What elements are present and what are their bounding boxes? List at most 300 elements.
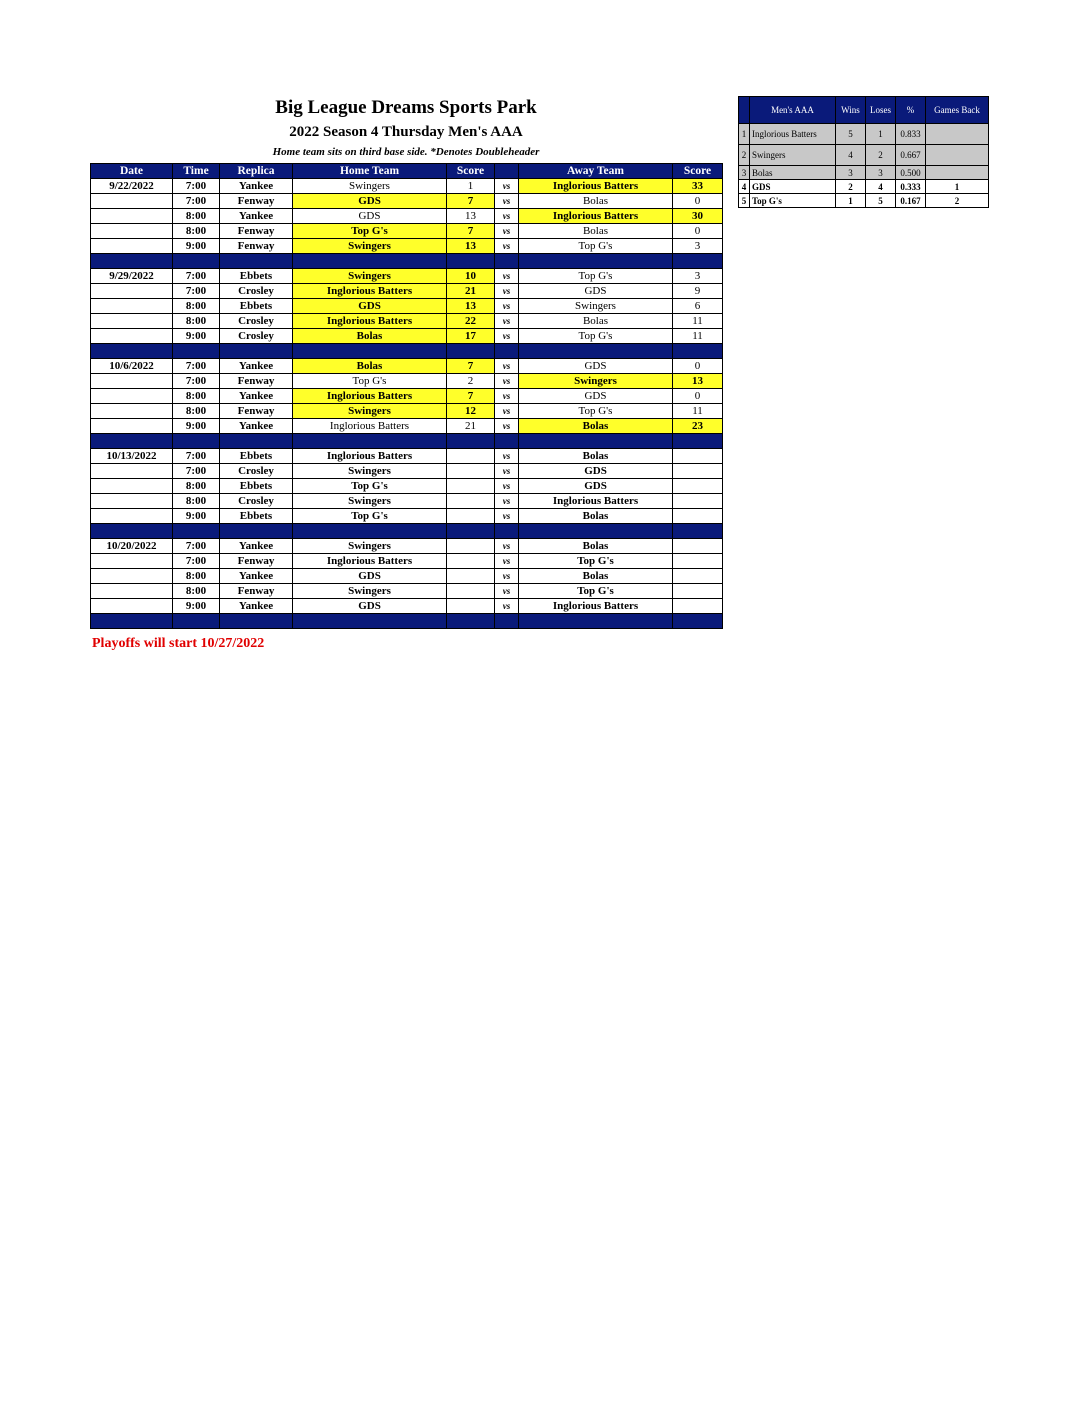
away-team: Bolas: [519, 509, 673, 524]
home-score: [447, 554, 495, 569]
separator-cell: [447, 524, 495, 539]
page-title: Big League Dreams Sports Park: [275, 97, 537, 118]
standings-header-row: [739, 97, 989, 124]
game-field: Crosley: [220, 314, 293, 329]
column-header: Score: [673, 164, 723, 179]
away-team: GDS: [519, 284, 673, 299]
game-row: [91, 194, 723, 209]
away-team: Bolas: [519, 449, 673, 464]
away-score: 0: [673, 194, 723, 209]
standings-column-header: %: [896, 97, 926, 124]
away-score: 23: [673, 419, 723, 434]
standings-wins: 2: [836, 180, 866, 194]
separator-cell: [673, 434, 723, 449]
away-team: Swingers: [519, 299, 673, 314]
game-date: [91, 554, 173, 569]
schedule-table: [90, 163, 723, 629]
vs-label: vs: [495, 464, 519, 479]
game-row: [91, 449, 723, 464]
away-score: [673, 569, 723, 584]
standings-rank: 1: [739, 124, 750, 145]
home-score: [447, 479, 495, 494]
game-row: [91, 404, 723, 419]
game-time: 7:00: [173, 359, 220, 374]
standings-column-header: Loses: [866, 97, 896, 124]
schedule-note: Home team sits on third base side. *Denotes Doubleheader: [272, 146, 540, 158]
away-score: 3: [673, 239, 723, 254]
game-date: [91, 599, 173, 614]
separator-cell: [673, 614, 723, 629]
away-score: [673, 464, 723, 479]
game-row: [91, 539, 723, 554]
separator-cell: [173, 614, 220, 629]
separator-cell: [495, 254, 519, 269]
vs-label: vs: [495, 569, 519, 584]
away-score: [673, 554, 723, 569]
game-time: 9:00: [173, 419, 220, 434]
game-date: [91, 209, 173, 224]
game-row: [91, 224, 723, 239]
vs-label: vs: [495, 479, 519, 494]
home-team: Bolas: [293, 329, 447, 344]
game-field: Crosley: [220, 464, 293, 479]
standings-team: GDS: [750, 180, 836, 194]
separator-cell: [495, 344, 519, 359]
game-time: 7:00: [173, 269, 220, 284]
standings-column-header: Wins: [836, 97, 866, 124]
game-date: [91, 569, 173, 584]
away-score: [673, 599, 723, 614]
game-field: Yankee: [220, 599, 293, 614]
away-team: Top G's: [519, 269, 673, 284]
game-field: Fenway: [220, 194, 293, 209]
standings-column-header: Games Back: [926, 97, 989, 124]
standings-rank: 5: [739, 194, 750, 208]
game-row: [91, 284, 723, 299]
game-row: [91, 389, 723, 404]
standings-rank: 3: [739, 166, 750, 180]
away-team: Bolas: [519, 314, 673, 329]
home-team: Inglorious Batters: [293, 449, 447, 464]
game-row: [91, 314, 723, 329]
separator-cell: [293, 524, 447, 539]
separator-cell: [173, 434, 220, 449]
game-row: [91, 239, 723, 254]
separator-cell: [173, 254, 220, 269]
game-date: [91, 509, 173, 524]
separator-cell: [293, 434, 447, 449]
home-team: Swingers: [293, 494, 447, 509]
vs-label: vs: [495, 209, 519, 224]
standings-row: [739, 194, 989, 208]
home-team: GDS: [293, 209, 447, 224]
standings-column-header: Men's AAA: [750, 97, 836, 124]
home-score: [447, 494, 495, 509]
separator-cell: [447, 254, 495, 269]
game-time: 9:00: [173, 509, 220, 524]
vs-label: vs: [495, 269, 519, 284]
separator-cell: [173, 344, 220, 359]
home-score: 22: [447, 314, 495, 329]
game-field: Crosley: [220, 494, 293, 509]
separator-cell: [220, 344, 293, 359]
standings-loses: 2: [866, 145, 896, 166]
week-separator: [91, 254, 723, 269]
separator-cell: [91, 614, 173, 629]
game-date: 9/29/2022: [91, 269, 173, 284]
game-time: 7:00: [173, 539, 220, 554]
game-row: [91, 494, 723, 509]
separator-cell: [673, 254, 723, 269]
game-row: [91, 299, 723, 314]
game-date: 10/6/2022: [91, 359, 173, 374]
game-field: Yankee: [220, 539, 293, 554]
separator-cell: [173, 524, 220, 539]
away-score: 11: [673, 404, 723, 419]
home-score: 13: [447, 239, 495, 254]
home-team: GDS: [293, 599, 447, 614]
separator-cell: [673, 524, 723, 539]
away-team: Bolas: [519, 419, 673, 434]
home-score: 1: [447, 179, 495, 194]
rank-header: [739, 97, 750, 124]
game-field: Yankee: [220, 359, 293, 374]
column-header: Date: [91, 164, 173, 179]
home-score: [447, 449, 495, 464]
home-team: Inglorious Batters: [293, 284, 447, 299]
separator-cell: [519, 344, 673, 359]
separator-cell: [91, 254, 173, 269]
home-team: Top G's: [293, 479, 447, 494]
vs-label: vs: [495, 494, 519, 509]
standings-row: [739, 180, 989, 194]
home-team: Swingers: [293, 584, 447, 599]
home-score: 21: [447, 419, 495, 434]
game-date: 10/20/2022: [91, 539, 173, 554]
standings-team: Swingers: [750, 145, 836, 166]
separator-cell: [519, 434, 673, 449]
home-score: 21: [447, 284, 495, 299]
away-score: 30: [673, 209, 723, 224]
home-team: Bolas: [293, 359, 447, 374]
standings-games-back: 1: [926, 180, 989, 194]
home-score: 7: [447, 389, 495, 404]
standings-pct: 0.167: [896, 194, 926, 208]
game-time: 8:00: [173, 299, 220, 314]
separator-cell: [293, 614, 447, 629]
game-field: Fenway: [220, 554, 293, 569]
home-score: 7: [447, 194, 495, 209]
away-team: Inglorious Batters: [519, 494, 673, 509]
game-row: [91, 209, 723, 224]
game-time: 7:00: [173, 449, 220, 464]
home-team: Inglorious Batters: [293, 554, 447, 569]
home-score: 12: [447, 404, 495, 419]
game-row: [91, 374, 723, 389]
home-team: Swingers: [293, 179, 447, 194]
standings-loses: 4: [866, 180, 896, 194]
vs-label: vs: [495, 449, 519, 464]
game-time: 8:00: [173, 389, 220, 404]
game-field: Yankee: [220, 209, 293, 224]
game-time: 9:00: [173, 599, 220, 614]
home-score: 10: [447, 269, 495, 284]
game-field: Ebbets: [220, 299, 293, 314]
game-date: [91, 389, 173, 404]
game-date: [91, 194, 173, 209]
week-separator: [91, 344, 723, 359]
standings-loses: 5: [866, 194, 896, 208]
separator-cell: [220, 524, 293, 539]
standings-team: Bolas: [750, 166, 836, 180]
standings-row: [739, 145, 989, 166]
home-score: 7: [447, 224, 495, 239]
schedule-header-row: [91, 164, 723, 179]
game-time: 8:00: [173, 479, 220, 494]
game-date: [91, 284, 173, 299]
standings-wins: 5: [836, 124, 866, 145]
game-row: [91, 179, 723, 194]
game-time: 8:00: [173, 404, 220, 419]
game-time: 7:00: [173, 374, 220, 389]
home-team: Swingers: [293, 404, 447, 419]
away-score: 11: [673, 314, 723, 329]
week-separator: [91, 434, 723, 449]
away-team: GDS: [519, 389, 673, 404]
separator-cell: [519, 614, 673, 629]
away-score: [673, 479, 723, 494]
game-field: Ebbets: [220, 269, 293, 284]
home-score: [447, 539, 495, 554]
away-score: 0: [673, 224, 723, 239]
vs-label: vs: [495, 554, 519, 569]
away-team: GDS: [519, 479, 673, 494]
home-score: [447, 584, 495, 599]
away-team: GDS: [519, 359, 673, 374]
game-row: [91, 554, 723, 569]
standings-pct: 0.333: [896, 180, 926, 194]
separator-cell: [220, 254, 293, 269]
separator-cell: [495, 524, 519, 539]
game-date: [91, 314, 173, 329]
standings-wins: 3: [836, 166, 866, 180]
away-team: Bolas: [519, 569, 673, 584]
separator-cell: [91, 434, 173, 449]
game-field: Fenway: [220, 224, 293, 239]
home-score: 13: [447, 299, 495, 314]
game-time: 7:00: [173, 554, 220, 569]
away-team: Bolas: [519, 224, 673, 239]
game-row: [91, 464, 723, 479]
away-score: [673, 494, 723, 509]
vs-label: vs: [495, 224, 519, 239]
game-field: Crosley: [220, 284, 293, 299]
standings-loses: 1: [866, 124, 896, 145]
game-date: [91, 494, 173, 509]
vs-label: vs: [495, 374, 519, 389]
away-team: Top G's: [519, 584, 673, 599]
separator-cell: [673, 344, 723, 359]
standings-rank: 4: [739, 180, 750, 194]
home-team: Top G's: [293, 509, 447, 524]
game-time: 8:00: [173, 584, 220, 599]
game-time: 8:00: [173, 209, 220, 224]
home-team: Inglorious Batters: [293, 419, 447, 434]
standings-wins: 1: [836, 194, 866, 208]
separator-cell: [220, 434, 293, 449]
home-score: [447, 464, 495, 479]
home-team: Top G's: [293, 224, 447, 239]
game-row: [91, 569, 723, 584]
home-team: Swingers: [293, 269, 447, 284]
away-team: Swingers: [519, 374, 673, 389]
column-header: Score: [447, 164, 495, 179]
away-score: 33: [673, 179, 723, 194]
column-header: Time: [173, 164, 220, 179]
away-team: GDS: [519, 464, 673, 479]
standings-loses: 3: [866, 166, 896, 180]
game-date: [91, 224, 173, 239]
separator-cell: [519, 524, 673, 539]
home-team: Inglorious Batters: [293, 389, 447, 404]
separator-cell: [447, 434, 495, 449]
away-team: Top G's: [519, 239, 673, 254]
away-team: Bolas: [519, 194, 673, 209]
game-time: 8:00: [173, 494, 220, 509]
game-date: [91, 479, 173, 494]
game-date: 9/22/2022: [91, 179, 173, 194]
vs-label: vs: [495, 194, 519, 209]
column-header: Home Team: [293, 164, 447, 179]
vs-label: vs: [495, 509, 519, 524]
standings-team: Inglorious Batters: [750, 124, 836, 145]
away-team: Bolas: [519, 539, 673, 554]
standings-games-back: [926, 166, 989, 180]
away-team: Top G's: [519, 329, 673, 344]
separator-cell: [293, 254, 447, 269]
column-header: [495, 164, 519, 179]
game-row: [91, 509, 723, 524]
home-team: Swingers: [293, 464, 447, 479]
vs-label: vs: [495, 299, 519, 314]
away-score: 9: [673, 284, 723, 299]
standings-row: [739, 124, 989, 145]
away-team: Inglorious Batters: [519, 179, 673, 194]
game-date: [91, 299, 173, 314]
away-score: 11: [673, 329, 723, 344]
game-row: [91, 359, 723, 374]
vs-label: vs: [495, 359, 519, 374]
standings-games-back: 2: [926, 194, 989, 208]
column-header: Away Team: [519, 164, 673, 179]
game-time: 7:00: [173, 284, 220, 299]
week-separator: [91, 524, 723, 539]
home-team: GDS: [293, 194, 447, 209]
game-date: [91, 464, 173, 479]
away-score: 13: [673, 374, 723, 389]
game-date: [91, 239, 173, 254]
away-score: [673, 449, 723, 464]
game-date: 10/13/2022: [91, 449, 173, 464]
game-time: 8:00: [173, 314, 220, 329]
vs-label: vs: [495, 584, 519, 599]
away-team: Top G's: [519, 404, 673, 419]
page-subtitle: 2022 Season 4 Thursday Men's AAA: [289, 124, 523, 140]
away-team: Top G's: [519, 554, 673, 569]
separator-cell: [91, 344, 173, 359]
game-time: 7:00: [173, 464, 220, 479]
home-score: 2: [447, 374, 495, 389]
separator-cell: [519, 254, 673, 269]
game-field: Yankee: [220, 419, 293, 434]
home-team: GDS: [293, 299, 447, 314]
standings-table: [738, 96, 989, 208]
game-field: Yankee: [220, 179, 293, 194]
away-score: 0: [673, 359, 723, 374]
game-field: Yankee: [220, 389, 293, 404]
game-field: Ebbets: [220, 479, 293, 494]
home-score: [447, 599, 495, 614]
game-date: [91, 329, 173, 344]
home-score: 7: [447, 359, 495, 374]
separator-cell: [495, 614, 519, 629]
game-field: Fenway: [220, 239, 293, 254]
game-row: [91, 599, 723, 614]
separator-cell: [293, 344, 447, 359]
separator-cell: [220, 614, 293, 629]
home-team: Swingers: [293, 539, 447, 554]
game-date: [91, 374, 173, 389]
game-row: [91, 584, 723, 599]
game-date: [91, 584, 173, 599]
away-score: 3: [673, 269, 723, 284]
home-score: [447, 569, 495, 584]
game-field: Yankee: [220, 569, 293, 584]
vs-label: vs: [495, 404, 519, 419]
vs-label: vs: [495, 329, 519, 344]
separator-cell: [447, 344, 495, 359]
home-score: 13: [447, 209, 495, 224]
home-team: Swingers: [293, 239, 447, 254]
away-score: 6: [673, 299, 723, 314]
game-field: Ebbets: [220, 449, 293, 464]
home-score: [447, 509, 495, 524]
game-time: 8:00: [173, 224, 220, 239]
home-score: 17: [447, 329, 495, 344]
vs-label: vs: [495, 314, 519, 329]
vs-label: vs: [495, 599, 519, 614]
vs-label: vs: [495, 284, 519, 299]
game-time: 9:00: [173, 329, 220, 344]
column-header: Replica: [220, 164, 293, 179]
standings-wins: 4: [836, 145, 866, 166]
week-separator: [91, 614, 723, 629]
standings-games-back: [926, 124, 989, 145]
game-field: Fenway: [220, 584, 293, 599]
game-date: [91, 404, 173, 419]
vs-label: vs: [495, 389, 519, 404]
vs-label: vs: [495, 419, 519, 434]
game-time: 7:00: [173, 179, 220, 194]
game-date: [91, 419, 173, 434]
away-team: Inglorious Batters: [519, 209, 673, 224]
separator-cell: [91, 524, 173, 539]
game-row: [91, 269, 723, 284]
standings-games-back: [926, 145, 989, 166]
game-field: Crosley: [220, 329, 293, 344]
away-score: [673, 584, 723, 599]
home-team: Inglorious Batters: [293, 314, 447, 329]
